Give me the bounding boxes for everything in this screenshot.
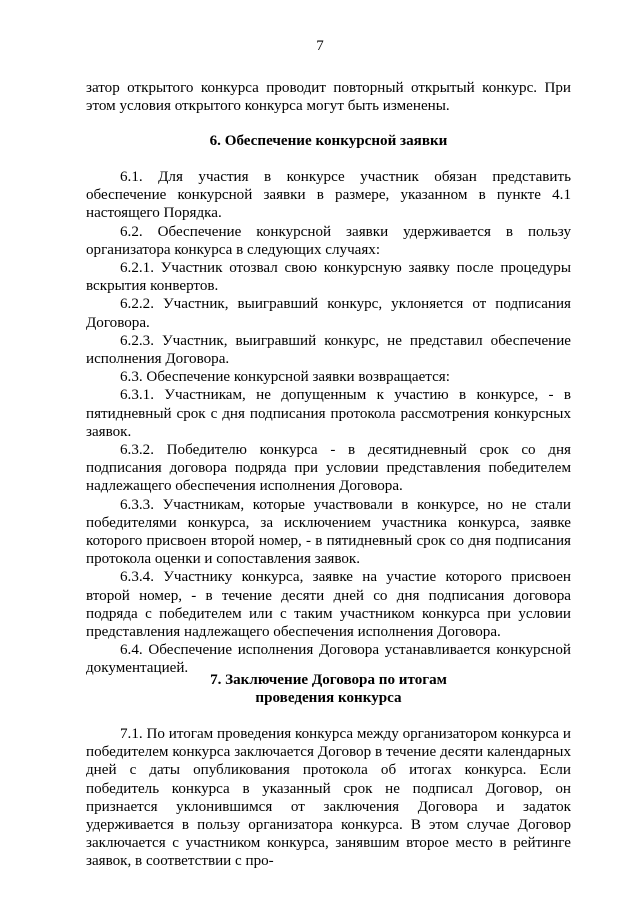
section-7-body [86, 725, 571, 871]
paragraph-6-2: 6.2. Обеспечение конкурсной заявки удерживается в пользу организатора конкурса в следующих случаях: [86, 223, 571, 258]
paragraph-6-2-1: 6.2.1. Участник отозвал свою конкурсную заявку после процедуры вскрытия конвертов. [86, 260, 571, 295]
paragraph-6-3-4: 6.3.4. Участнику конкурса, заявке на участие которого присвоен второй номер, - в течение десяти дней со дня подписания договора подряда с победителем или с таким участником конкурса при условии представления надлежащего обеспечения исполнения Договора. [86, 569, 571, 641]
paragraph-6-3: 6.3. Обеспечение конкурсной заявки возвращается: [120, 369, 450, 386]
intro-block [86, 79, 571, 115]
section-7-heading-block [86, 671, 571, 707]
section-7-heading-line-2: проведения конкурса [255, 690, 402, 707]
section-6-body [86, 168, 571, 678]
section-6-heading: 6. Обеспечение конкурсной заявки [209, 133, 448, 149]
page-number: 7 [316, 38, 324, 54]
intro-paragraph: затор открытого конкурса проводит повторный открытый конкурс. При этом условия открытого конкурса могут быть изменены. [86, 80, 571, 115]
paragraph-6-2-2: 6.2.2. Участник, выигравший конкурс, уклоняется от подписания Договора. [86, 296, 571, 331]
paragraph-6-3-3: 6.3.3. Участникам, которые участвовали в конкурсе, но не стали победителями конкурса, за исключением участника конкурса, заявке которого присвоен второй номер, - в пятидневный срок со дня подписания протокола оценки и сопоставления заявок. [86, 496, 571, 568]
paragraph-6-2-3: 6.2.3. Участник, выигравший конкурс, не представил обеспечение исполнения Договора. [86, 332, 571, 368]
section-7-heading-line-1: 7. Заключение Договора по итогам [210, 672, 447, 688]
paragraph-6-1: 6.1. Для участия в конкурсе участник обязан представить обеспечение конкурсной заявки в размере, указанном в пункте 4.1 настоящего Порядка. [86, 169, 571, 222]
paragraph-6-4: 6.4. Обеспечение исполнения Договора устанавливается конкурсной документацией. [86, 642, 571, 677]
paragraph-6-3-1: 6.3.1. Участникам, не допущенным к участию в конкурсе, - в пятидневный срок с дня подписания протокола рассмотрения конкурсных заявок. [86, 387, 571, 440]
paragraph-7-1: 7.1. По итогам проведения конкурса между организатором конкурса и победителем конкурса заключается Договор в течение десяти календарных дней с даты опубликования протокола об итогах конкурса. Если победитель конкурса в указанный срок не подписал Договор, он признается уклонившимся от заключения Договора и задаток удерживается в пользу организатора конкурса. В этом случае Договор заключается с участником конкурса, занявшим второе место в рейтинге заявок, в соответствии с про- [86, 726, 571, 870]
section-6-heading-block [86, 132, 571, 150]
paragraph-6-3-2: 6.3.2. Победителю конкурса - в десятидневный срок со дня подписания договора подряда при условии представления победителем надлежащего обеспечения исполнения Договора. [86, 442, 571, 495]
